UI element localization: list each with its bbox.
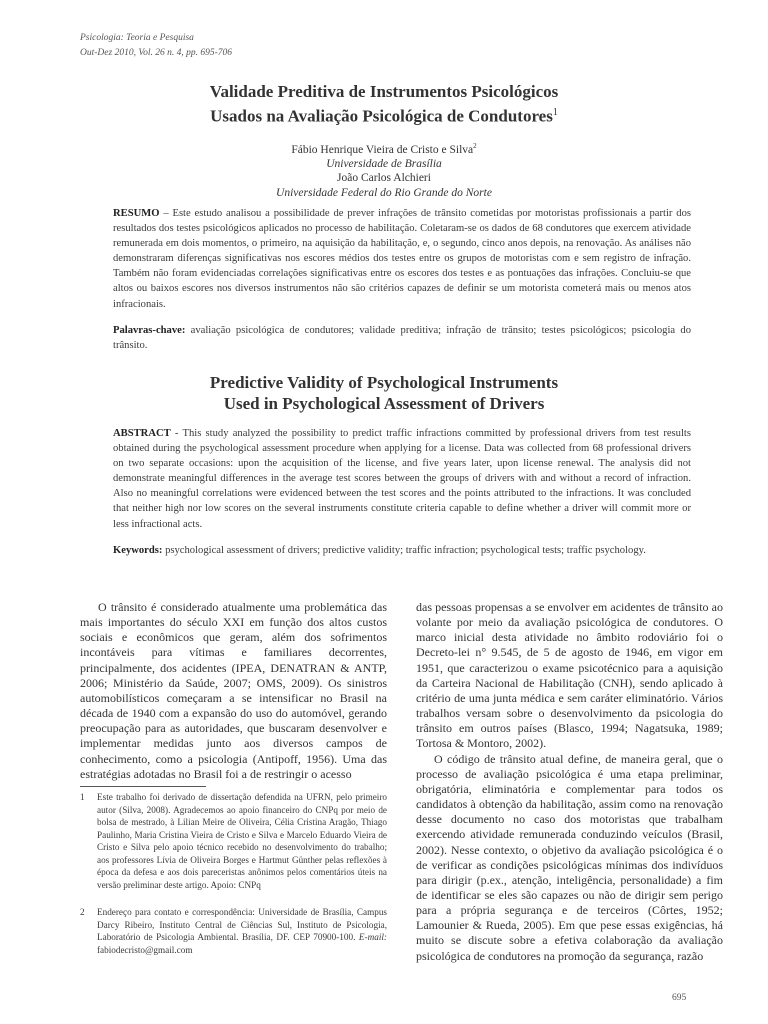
resumo-text: – Este estudo analisou a possibilidade de prever infrações de trânsito cometidas por motoristas profissionais a partir dos resultados dos testes psicológicos aplicados no processo de habilitação. Coletaram-se os dados de 68 condutores que exercem atividade remunerada em dois momentos, o primeiro, na aquisição da habilitação, e, o segundo, cinco anos depois, na renovação. As análises não demonstraram diferenças significativas nos escores médios dos testes entre os grupos de motoristas com e sem registro de infração. Também não foram evidenciadas correlações significativas entre os escores dos testes e as pontuações das infrações. Concluiu-se que altos ou baixos escores nos diversos instrumentos não são critérios capazes de definir se um motorista cometerá mais ou menos atos infracionais.: [113, 208, 691, 310]
palavras-chave-text: avaliação psicológica de condutores; validade preditiva; infração de trânsito; testes psicológicos; psicologia do trânsito.: [113, 325, 691, 352]
keywords-label: Keywords:: [113, 545, 163, 556]
portuguese-title-block: [0, 81, 768, 200]
author-1: Fábio Henrique Vieira de Cristo e Silva: [291, 143, 474, 156]
footnote-2: [80, 906, 387, 956]
palavras-chave: [113, 323, 691, 353]
title-en-line2: Used in Psychological Assessment of Drivers: [223, 394, 545, 413]
footnote-2-email-label: E-mail:: [358, 932, 387, 942]
issue-info: Out-Dez 2010, Vol. 26 n. 4, pp. 695-706: [80, 48, 232, 58]
footnote-2-address: Endereço para contato e correspondência: Universidade de Brasília, Campus Darcy Ribeiro, Instituto Central de Ciências Sul, Instituto de Psicologia, Laboratório de Psicologia Ambiental. Brasília, DF. CEP 70900-100.: [97, 907, 387, 942]
title-en: [0, 372, 768, 414]
palavras-chave-label: Palavras-chave:: [113, 325, 186, 336]
author-list: [0, 139, 768, 201]
body-paragraph: O trânsito é considerado atualmente uma problemática das mais importantes do século XXI em função dos altos custos sociais e econômicos que geram, além dos sofrimentos incontáveis para vítimas e familiares decorrentes, principalmente, dos acidentes (IPEA, DENATRAN & ANTP, 2006; Ministério da Saúde, 2007; OMS, 2009). Os sinistros automobilísticos começaram a se intensificar no Brasil na década de 1940 com a expansão do uso do automóvel, gerando preocupação para as autoridades, que buscaram desenvolver e implementar medidas junto aos diversos campos de conhecimento, como a psicologia (Antipoff, 1956). Uma das estratégias adotadas no Brasil foi a de restringir o acesso: [80, 600, 387, 781]
footnote-1: [80, 791, 387, 891]
title-pt-line2: Usados na Avaliação Psicológica de Condutores: [210, 106, 553, 126]
abstract-label: ABSTRACT: [113, 428, 171, 439]
footnote-1-text: Este trabalho foi derivado de dissertação defendida na UFRN, pelo primeiro autor (Silva, 2008). Agradecemos ao apoio financeiro do CNPq por meio de bolsa de mestrado, à Lilian Meire de Oliveira, Célia Cristina Aragão, Thiago Paulinho, Maria Cristina Vieira de Cristo e Silva e Marcelo Eduardo Vieira de Cristo e Silva pelo apoio técnico recebido no desenvolvimento do trabalho; aos professores Lívia de Oliveira Borges e Hartmut Günther pelas reflexões à época da defesa e aos dois pareceristas anônimos pelos comentários úteis na versão preliminar deste artigo. Apoio: CNPq: [97, 792, 387, 890]
keywords-text: psychological assessment of drivers; predictive validity; traffic infraction; psychological tests; traffic psychology.: [162, 545, 646, 556]
footnote-2-number: 2: [80, 907, 85, 917]
footnote-2-text: [97, 906, 387, 956]
body-left-column: [80, 600, 387, 782]
footnote-divider: [80, 786, 206, 787]
abstract-text: - This study analyzed the possibility to predict traffic infractions committed by professional drivers from test results obtained during the psychological assessment procedure when applying for a license. Data was collected from 68 professional drivers on two separate occasions: upon the acquisition of the license, and five years later, upon license renewal. The analysis did not demonstrate meaningful differences in the average test scores between the groups of drivers with and without a record of infraction. Also no meaningful correlations were evidenced between the test scores and the points attributed to the infractions. It was concluded that neither high nor low scores on the several instruments constitute criteria capable to define whether a driver will commit more or less infractional acts.: [113, 428, 691, 530]
affiliation-2: Universidade Federal do Rio Grande do Norte: [276, 186, 492, 199]
journal-name: Psicologia: Teoria e Pesquisa: [80, 33, 194, 43]
body-right-column: [416, 600, 723, 964]
contact-email: fabiodecristo@gmail.com: [97, 944, 193, 955]
keywords: [113, 543, 691, 558]
author-2: João Carlos Alchieri: [337, 172, 431, 185]
running-header: [80, 31, 232, 61]
footnote-1-number: 1: [80, 792, 85, 802]
author-1-footnote-marker: 2: [473, 141, 477, 150]
resumo: [113, 206, 691, 312]
title-footnote-marker: 1: [552, 107, 558, 118]
title-en-line1: Predictive Validity of Psychological Instruments: [209, 373, 559, 392]
page-number: 695: [672, 993, 687, 1003]
affiliation-1: Universidade de Brasília: [326, 157, 442, 170]
abstract: [113, 426, 691, 532]
body-paragraph: O código de trânsito atual define, de maneira geral, que o processo de avaliação psicológica é uma etapa preliminar, obrigatória, eliminatória e complementar para todos os candidatos à obtenção da habilitação, assim como na renovação desse documento no caso dos motoristas que trabalham exercendo atividade remunerada conduzindo veículos (Brasil, 2002). Nesse contexto, o objetivo da avaliação psicológica é o de verificar as condições psicológicas mínimas dos indivíduos para dirigir (p.ex., atenção, inteligência, personalidade) a fim de identificar se eles são capazes ou não de dirigir sem perigo para a própria segurança e de terceiros (Côrtes, 1952; Lamounier & Rueda, 2005). Em que pese essas exigências, há muito se discute sobre a efetiva colaboração da avaliação psicológica de condutores na promoção da segurança, razão: [416, 751, 723, 963]
title-pt-line1: Validade Preditiva de Instrumentos Psicológicos: [209, 82, 559, 101]
body-paragraph: das pessoas propensas a se envolver em acidentes de trânsito ao volante por meio da avaliação psicológica de condutores. O marco inicial desta atividade no âmbito rodoviário foi o Decreto-lei n° 9.545, de 5 de agosto de 1946, em vigor em 1951, que caracterizou o exame psicotécnico para a aquisição da Carteira Nacional de Habilitação (CNH), sendo aplicado à critério de uma junta médica e sem caráter eliminatório. Vários trabalhos versam sobre o desenvolvimento da psicologia do trânsito em outros países (Blasco, 1994; Nagatsuka, 1989; Tortosa & Montoro, 2002).: [416, 600, 723, 751]
resumo-label: RESUMO: [113, 208, 160, 219]
title-pt: [0, 81, 768, 127]
